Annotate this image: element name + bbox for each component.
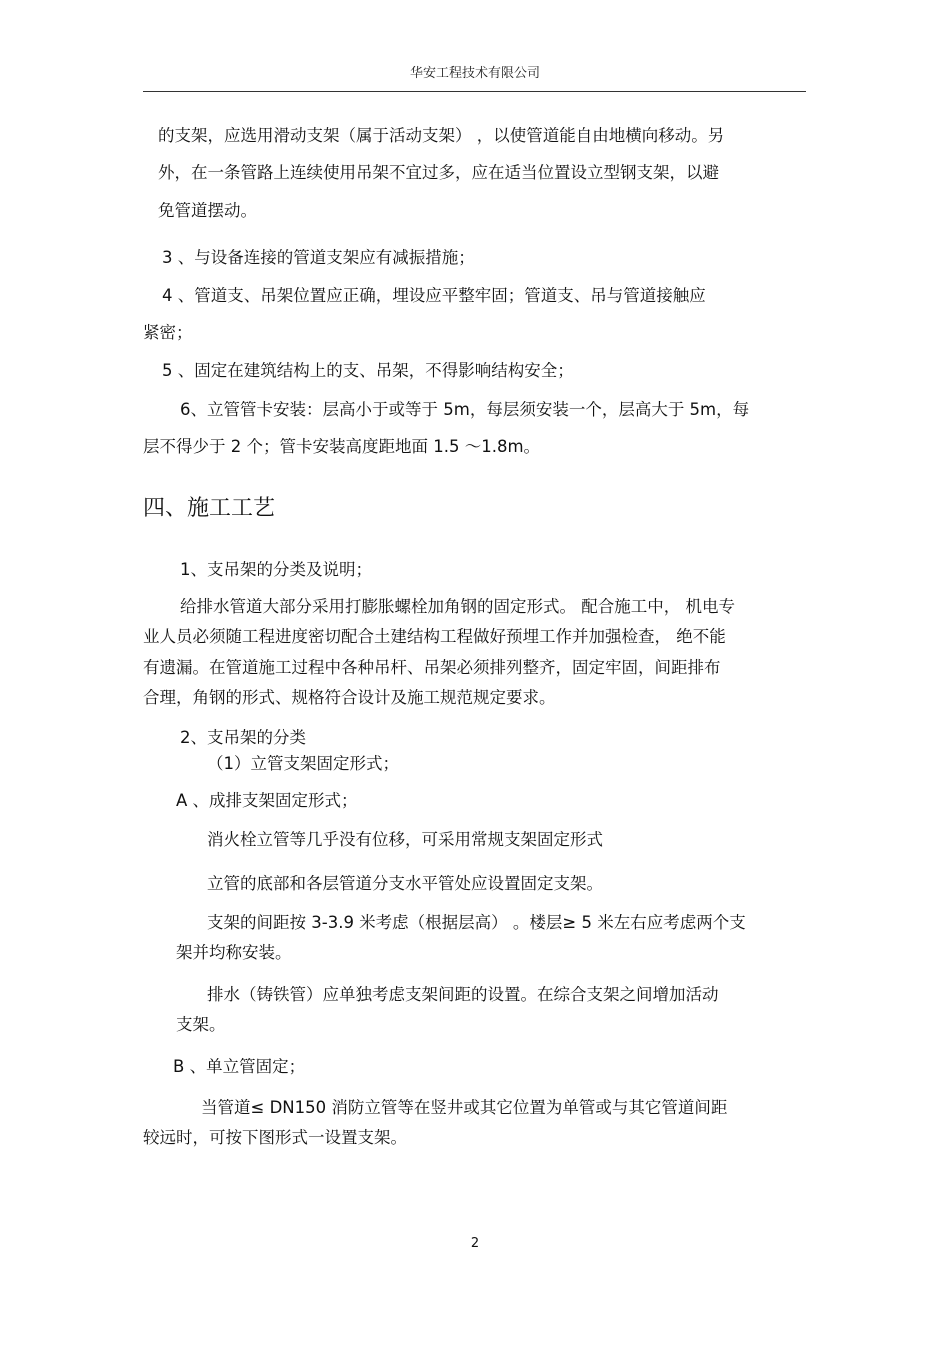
section-line: （1）立管支架固定形式； [207, 754, 399, 773]
section-line: 合理，角钢的形式、规格符合设计及施工规范规定要求。 [143, 688, 556, 707]
section-line: 2、支吊架的分类 [180, 728, 306, 747]
section-line: 消火栓立管等几乎没有位移，可采用常规支架固定形式 [207, 830, 603, 849]
header-rule [143, 91, 806, 92]
section-line: 有遗漏。在管道施工过程中各种吊杆、吊架必须排列整齐，固定牢固，间距排布 [143, 658, 721, 677]
section-line: A 、成排支架固定形式； [176, 791, 358, 810]
section-line: 支架。 [176, 1015, 226, 1034]
section-line: 较远时，可按下图形式一设置支架。 [143, 1128, 407, 1147]
page-header: 华安工程技术有限公司 [409, 66, 540, 81]
section-line: 业人员必须随工程进度密切配合土建结构工程做好预埋工作并加强检查， 绝不能 [143, 627, 726, 646]
section-line: 立管的底部和各层管道分支水平管处应设置固定支架。 [207, 874, 603, 893]
section-line: 支架的间距按 3-3.9 米考虑（根据层高） 。楼层≥ 5 米左右应考虑两个支 [207, 913, 746, 932]
section-line: B 、单立管固定； [173, 1057, 306, 1076]
body-line: 层不得少于 2 个；管卡安装高度距地面 1.5 ～1.8m。 [143, 437, 541, 456]
body-line: 4 、管道支、吊架位置应正确，埋设应平整牢固；管道支、吊与管道接触应 [162, 286, 706, 305]
section-line: 排水（铸铁管）应单独考虑支架间距的设置。在综合支架之间增加活动 [207, 985, 719, 1004]
body-line: 3 、与设备连接的管道支架应有减振措施； [162, 248, 475, 267]
section-line: 给排水管道大部分采用打膨胀螺栓加角钢的固定形式。 配合施工中， 机电专 [180, 597, 735, 616]
body-line: 的支架，应选用滑动支架（属于活动支架） ，以使管道能自由地横向移动。另 [158, 126, 725, 145]
section-line: 1、支吊架的分类及说明； [180, 560, 372, 579]
section-line: 架并均称安装。 [176, 943, 292, 962]
page-number: 2 [470, 1236, 480, 1251]
body-line: 外，在一条管路上连续使用吊架不宜过多，应在适当位置设立型钢支架，以避 [158, 163, 719, 182]
body-line: 免管道摆动。 [158, 201, 257, 220]
section-line: 当管道≤ DN150 消防立管等在竖井或其它位置为单管或与其它管道间距 [201, 1098, 728, 1117]
section-heading: 四、施工工艺 [143, 496, 276, 521]
body-line: 6、立管管卡安装：层高小于或等于 5m，每层须安装一个，层高大于 5m，每 [180, 400, 750, 419]
body-line: 紧密； [143, 323, 193, 342]
body-line: 5 、固定在建筑结构上的支、吊架，不得影响结构安全； [162, 361, 574, 380]
